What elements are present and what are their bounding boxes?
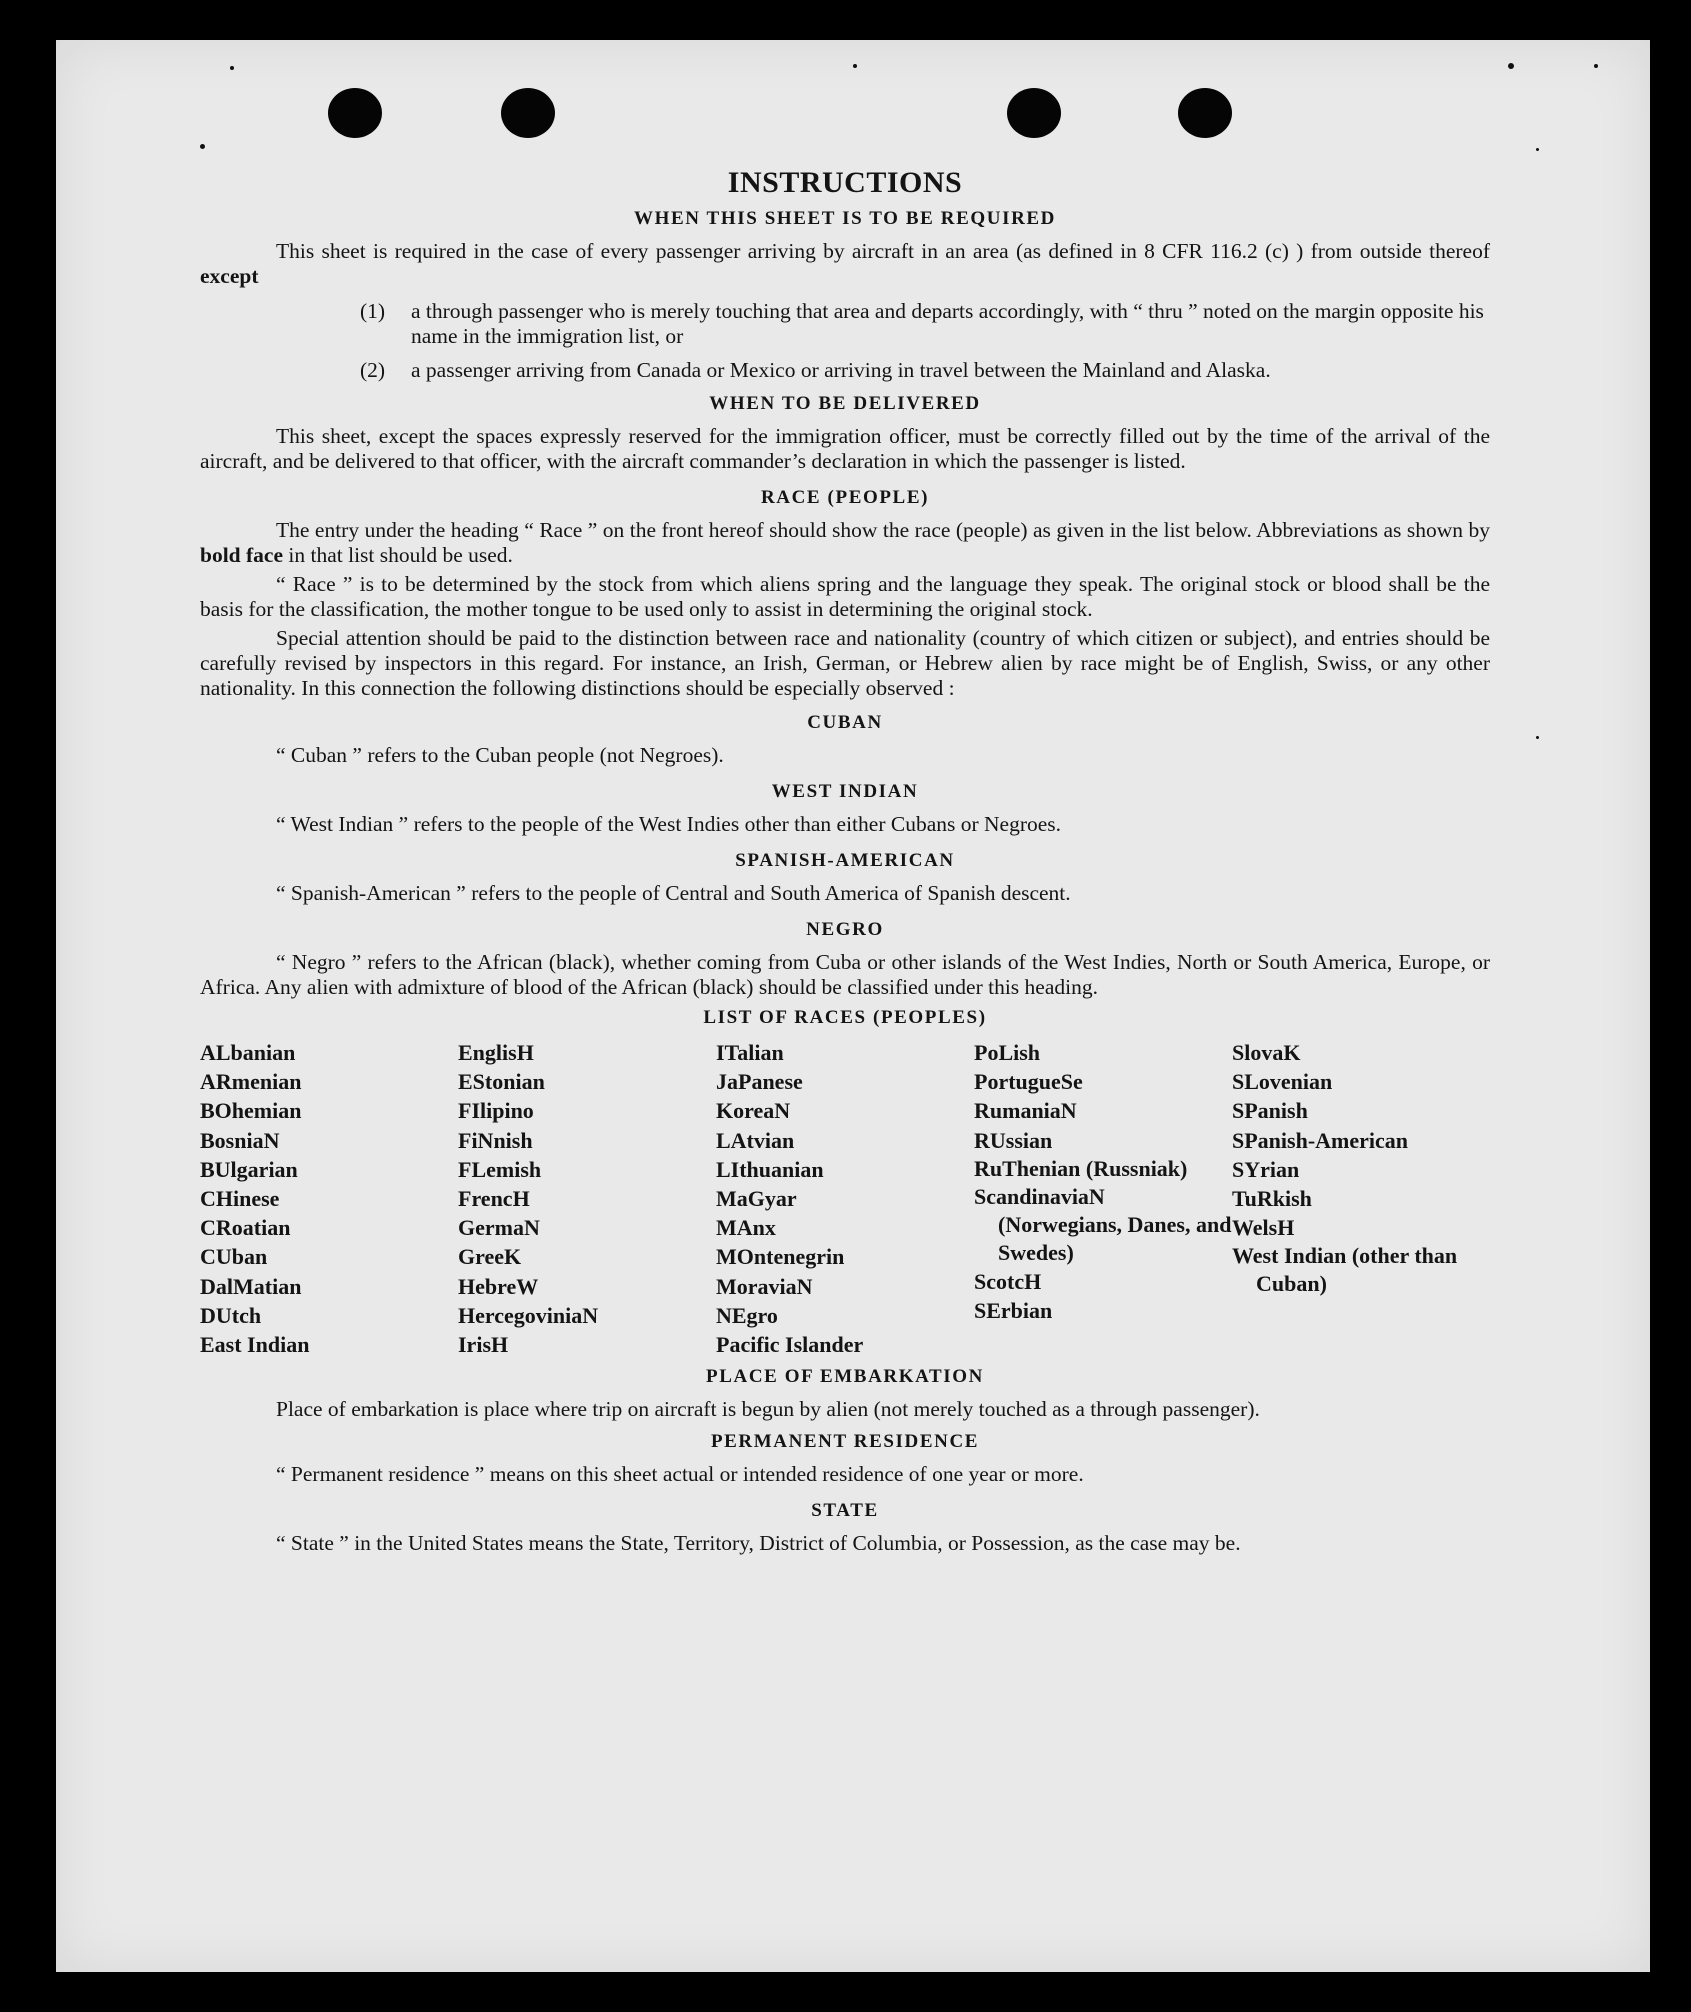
exceptions-list bbox=[360, 299, 1490, 383]
race-entry: ScotcH bbox=[974, 1268, 1042, 1294]
race-entry: East Indian bbox=[200, 1332, 310, 1358]
race-entry: KoreaN bbox=[716, 1098, 791, 1124]
heading-race: RACE (PEOPLE) bbox=[760, 487, 930, 508]
paragraph-spanish-american: “ Spanish-American ” refers to the people of Central and South America of Spanish descent. bbox=[276, 881, 1071, 905]
paragraph-west-indian: “ West Indian ” refers to the people of the West Indies other than either Cubans or Negroes. bbox=[276, 812, 1062, 836]
paragraph-when-required bbox=[200, 239, 1490, 289]
scan-speck bbox=[1536, 148, 1539, 151]
race-entry: DUtch bbox=[200, 1302, 262, 1328]
race-entry: BUlgarian bbox=[200, 1156, 298, 1182]
heading-embarkation: PLACE OF EMBARKATION bbox=[706, 1366, 984, 1388]
race-entry: LIthuanian bbox=[716, 1156, 824, 1182]
race-entry: TuRkish bbox=[1232, 1186, 1312, 1212]
list-of-races bbox=[200, 1038, 1490, 1359]
race-entry: HebreW bbox=[458, 1273, 539, 1299]
race-entry: EStonian bbox=[458, 1069, 545, 1095]
races-column bbox=[458, 1038, 716, 1359]
scan-speck bbox=[1536, 736, 1539, 739]
paragraph-state: “ State ” in the United States means the State, Territory, District of Columbia, or Possession, as the case may be. bbox=[276, 1531, 1241, 1556]
paragraph-embarkation: Place of embarkation is place where trip on aircraft is begun by alien (not merely touched as a through passenger). bbox=[276, 1397, 1260, 1422]
paragraph-race-2: “ Race ” is to be determined by the stock from which aliens spring and the language they speak. The original stock or blood shall be the basis for the classification, the mother tongue to be used only to assist in determining the original stock. bbox=[200, 572, 1490, 621]
race-entry: BosniaN bbox=[200, 1127, 280, 1153]
heading-cuban: CUBAN bbox=[807, 712, 883, 733]
race-entry: RumaniaN bbox=[974, 1098, 1077, 1124]
race-entry: RUssian bbox=[974, 1127, 1053, 1153]
race-entry: FLemish bbox=[458, 1156, 542, 1182]
heading-state: STATE bbox=[811, 1500, 879, 1522]
races-column bbox=[200, 1038, 458, 1359]
race-entry: LAtvian bbox=[716, 1127, 795, 1153]
scan-speck bbox=[200, 144, 205, 149]
race-entry: FIlipino bbox=[458, 1098, 534, 1124]
heading-spanish-american: SPANISH-AMERICAN bbox=[735, 850, 955, 871]
scan-speck bbox=[1594, 64, 1598, 68]
race-entry: SErbian bbox=[974, 1298, 1053, 1324]
scan-speck bbox=[1508, 63, 1514, 69]
punch-hole bbox=[328, 88, 382, 138]
race-entry: ALbanian bbox=[200, 1040, 296, 1065]
paragraph-when-delivered: This sheet, except the spaces expressly reserved for the immigration officer, must be correctly filled out by the time of the arrival of the aircraft, and be delivered to that officer, with the aircraft commander’s declaration in which the passenger is listed. bbox=[200, 424, 1490, 473]
race-entry: FrencH bbox=[458, 1186, 530, 1212]
race-text-b: in that list should be used. bbox=[288, 543, 513, 567]
race-entry: CRoatian bbox=[200, 1215, 291, 1241]
heading-list-of-races: LIST OF RACES (PEOPLES) bbox=[703, 1007, 987, 1028]
bold-face-keyword: bold face bbox=[200, 543, 284, 567]
race-text-a: The entry under the heading “ Race ” on the front hereof should show the race (people) as given in the list below. Abbreviations as shown by bbox=[276, 518, 1490, 542]
race-entry: ITalian bbox=[716, 1040, 784, 1065]
race-entry: SYrian bbox=[1232, 1156, 1300, 1182]
heading-west-indian: WEST INDIAN bbox=[771, 781, 919, 802]
punch-hole bbox=[501, 88, 555, 138]
race-entry: FiNnish bbox=[458, 1127, 533, 1153]
heading-negro: NEGRO bbox=[806, 919, 884, 940]
scan-speck bbox=[853, 64, 857, 68]
race-entry: MaGyar bbox=[716, 1186, 797, 1212]
races-column bbox=[716, 1038, 974, 1359]
paragraph-cuban: “ Cuban ” refers to the Cuban people (not Negroes). bbox=[276, 743, 724, 767]
race-entry: West Indian (other than Cuban) bbox=[1232, 1243, 1458, 1297]
except-keyword: except bbox=[200, 264, 259, 288]
heading-permanent-residence: PERMANENT RESIDENCE bbox=[710, 1431, 980, 1453]
exception-number: (1) bbox=[360, 299, 386, 323]
race-entry: SPanish-American bbox=[1232, 1127, 1408, 1153]
exception-text: a through passenger who is merely touching that area and departs accordingly, with “ thru ” noted on the margin opposite his name in the immigration list, or bbox=[411, 299, 1484, 348]
race-entry: CUban bbox=[200, 1244, 268, 1270]
instructions-document bbox=[200, 165, 1490, 1560]
exception-number: (2) bbox=[360, 358, 386, 382]
race-entry: EnglisH bbox=[458, 1040, 534, 1065]
race-entry: SPanish bbox=[1232, 1098, 1308, 1124]
exception-item bbox=[360, 299, 1490, 349]
race-entry: MoraviaN bbox=[716, 1273, 813, 1299]
heading-when-required: WHEN THIS SHEET IS TO BE REQUIRED bbox=[633, 208, 1057, 229]
race-entry: ScandinaviaN (Norwegians, Danes, and Swedes) bbox=[974, 1183, 1232, 1265]
race-entry: IrisH bbox=[458, 1332, 509, 1358]
exception-item bbox=[360, 358, 1490, 383]
race-entry: WelsH bbox=[1232, 1215, 1295, 1241]
page-title: INSTRUCTIONS bbox=[727, 166, 963, 199]
race-entry: Pacific Islander bbox=[716, 1332, 864, 1358]
race-entry: MOntenegrin bbox=[716, 1244, 845, 1270]
race-entry: JaPanese bbox=[716, 1069, 803, 1095]
race-entry: PortugueSe bbox=[974, 1069, 1083, 1095]
exception-text: a passenger arriving from Canada or Mexico or arriving in travel between the Mainland and Alaska. bbox=[411, 358, 1271, 382]
race-entry: RuThenian (Russniak) bbox=[974, 1155, 1188, 1181]
race-entry: HercegoviniaN bbox=[458, 1302, 599, 1328]
paragraph-negro: “ Negro ” refers to the African (black), whether coming from Cuba or other islands of the West Indies, North or South America, Europe, or Africa. Any alien with admixture of blood of the African (black) should be classified under this heading. bbox=[200, 950, 1490, 999]
race-entry: GermaN bbox=[458, 1215, 540, 1241]
race-entry: CHinese bbox=[200, 1186, 280, 1212]
race-entry: SlovaK bbox=[1232, 1040, 1301, 1065]
race-entry: NEgro bbox=[716, 1302, 778, 1328]
paragraph-permanent-residence: “ Permanent residence ” means on this sheet actual or intended residence of one year or more. bbox=[276, 1462, 1084, 1487]
when-required-text: This sheet is required in the case of every passenger arriving by aircraft in an area (as defined in 8 CFR 116.2 (c) ) from outside thereof bbox=[276, 239, 1490, 263]
races-column bbox=[974, 1038, 1232, 1359]
race-entry: GreeK bbox=[458, 1244, 522, 1270]
paragraph-race-1 bbox=[200, 518, 1490, 568]
punch-hole bbox=[1178, 88, 1232, 138]
scan-speck bbox=[230, 66, 234, 70]
race-entry: ARmenian bbox=[200, 1069, 302, 1095]
race-entry: BOhemian bbox=[200, 1098, 302, 1124]
race-entry: MAnx bbox=[716, 1215, 776, 1241]
races-column bbox=[1232, 1038, 1490, 1359]
race-entry: DalMatian bbox=[200, 1273, 302, 1299]
paragraph-race-3: Special attention should be paid to the distinction between race and nationality (country of which citizen or subject), and entries should be carefully revised by inspectors in this regard. For instance, an Irish, German, or Hebrew alien by race might be of English, Swiss, or any other nationality. In this connection the following distinctions should be especially observed : bbox=[200, 626, 1490, 700]
punch-hole bbox=[1007, 88, 1061, 138]
heading-when-delivered: WHEN TO BE DELIVERED bbox=[709, 393, 981, 414]
race-entry: SLovenian bbox=[1232, 1069, 1333, 1095]
race-entry: PoLish bbox=[974, 1040, 1041, 1065]
